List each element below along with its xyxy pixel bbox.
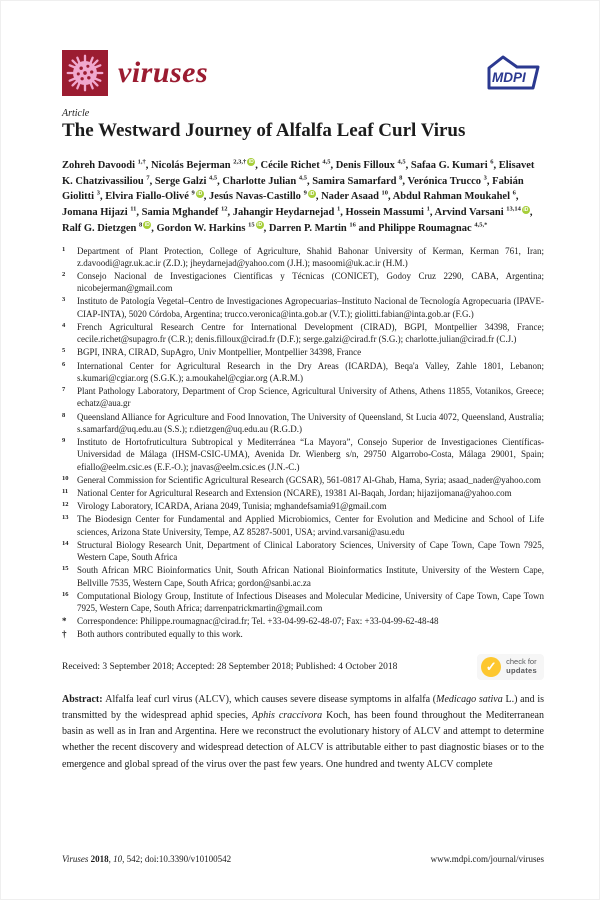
author-separator: , bbox=[203, 191, 210, 203]
author-affiliation-sup: 2,3,† bbox=[233, 158, 247, 166]
author-separator: , bbox=[429, 207, 435, 219]
author-affiliation-sup: 4,5 bbox=[397, 158, 406, 166]
footer-journal-url[interactable]: www.mdpi.com/journal/viruses bbox=[430, 854, 544, 864]
affiliation-number: 5 bbox=[62, 347, 66, 355]
author-name: Cécile Richet bbox=[260, 159, 323, 171]
affiliation-number: 13 bbox=[62, 514, 69, 522]
orcid-icon[interactable]: iD bbox=[309, 190, 315, 197]
affiliation-item bbox=[62, 270, 544, 294]
text-segment: , bbox=[108, 854, 114, 864]
affiliation-item bbox=[62, 411, 544, 435]
author-name: Denis Filloux bbox=[335, 159, 398, 171]
badge-line1: check for bbox=[506, 657, 537, 667]
author-separator: , bbox=[315, 191, 322, 203]
author-name: Philippe Roumagnac bbox=[378, 222, 475, 234]
affiliation-item bbox=[62, 500, 544, 512]
page-title: The Westward Journey of Alfalfa Leaf Curl Virus bbox=[62, 120, 466, 141]
author-name: Jomana Hijazi bbox=[62, 207, 131, 219]
author-separator: , bbox=[388, 191, 393, 203]
author-affiliation-sup: 3 bbox=[96, 189, 100, 197]
journal-name: viruses bbox=[118, 56, 209, 89]
author-separator: , bbox=[151, 222, 157, 234]
text-segment: Viruses bbox=[62, 854, 91, 864]
author-name: Samia Mghandef bbox=[141, 207, 221, 219]
affiliation-text: Plant Pathology Laboratory, Department of Crop Science, Agricultural University of Athens, Athens 11855, Votanikos, Greece; echatz@aua.gr bbox=[77, 386, 544, 409]
author-name: Jesús Navas-Castillo bbox=[209, 191, 304, 203]
author-affiliation-sup: 9 bbox=[191, 189, 195, 197]
author-affiliation-sup: 16 bbox=[349, 221, 356, 229]
affiliation-number: 9 bbox=[62, 437, 66, 445]
author-name: Nader Asaad bbox=[321, 191, 382, 203]
text-segment: 10 bbox=[113, 854, 123, 864]
affiliation-text: Consejo Nacional de Investigaciones Científicas y Técnicas (CONICET), Godoy Cruz 2290, CABA, Argentina; nicobejerman@gmail.com bbox=[77, 271, 544, 294]
author-affiliation-sup: 1,† bbox=[137, 158, 146, 166]
text-segment: Koch, has been found throughout the Mediterranean basin as well as in Iran and Argentina. Here we reconstruct the evolutionary history of ALCV and attempt to determine whether the recent discovery and widespread detection of ALCV is attributable either to past diagnostic biases or to the emergence and global spread of the virus over the past few years. One hundred and twenty ALCV complete bbox=[62, 710, 544, 770]
orcid-icon[interactable]: iD bbox=[144, 222, 150, 229]
author-name: Samira Samarfard bbox=[312, 175, 400, 187]
author-separator: , bbox=[255, 159, 261, 171]
abstract-paragraph bbox=[62, 692, 544, 773]
affiliation-item bbox=[62, 385, 544, 409]
affiliation-text: Virology Laboratory, ICARDA, Ariana 2049, Tunisia; mghandefsamia91@gmail.com bbox=[77, 501, 387, 512]
affiliation-text: French Agricultural Research Centre for International Development (CIRAD), BGPI, Montpellier 34398, France; cecile.richet@supagro.fr (C.R.); denis.filloux@cirad.fr (D.F.); serge.galzi@cirad.fr (S.G.); charlotte.julian@cirad.fr (C.J.) bbox=[77, 321, 544, 345]
badge-line2: updates bbox=[506, 665, 537, 675]
affiliation-item bbox=[62, 321, 544, 345]
author-name: Jahangir Heydarnejad bbox=[232, 207, 337, 219]
author-affiliation-sup: 7 bbox=[146, 174, 150, 182]
author-separator: , bbox=[493, 159, 499, 171]
author-separator: , bbox=[515, 191, 519, 203]
text-segment: Alfalfa leaf curl virus (ALCV), which causes severe disease symptoms in alfalfa ( bbox=[105, 693, 437, 705]
author-name: Hossein Massumi bbox=[345, 207, 427, 219]
affiliation-text: Instituto de Patología Vegetal–Centro de Investigaciones Agropecuarias–Instituto Nacional de Tecnología Agropecuaria (IPAVE-CIAP-INTA), 5020 Córdoba, Argentina; trucco.veronica@inta.gob.ar (V.T.); giolitti.fabian@inta.gob.ar (F.G.) bbox=[77, 296, 544, 319]
note-marker: * bbox=[62, 616, 67, 627]
author-affiliation-sup: 6 bbox=[490, 158, 494, 166]
author-name: Gordon W. Harkins bbox=[156, 222, 249, 234]
author-affiliation-sup: 8 bbox=[138, 221, 143, 229]
author-affiliation-sup: 11 bbox=[130, 205, 137, 213]
author-separator: , bbox=[340, 207, 346, 219]
author-separator: , bbox=[145, 159, 152, 171]
affiliation-item bbox=[62, 487, 544, 499]
author-separator: , bbox=[529, 207, 533, 219]
author-separator: , bbox=[227, 207, 233, 219]
note-marker: † bbox=[62, 628, 67, 639]
text-segment: Medicago sativa bbox=[436, 693, 503, 705]
article-type-label: Article bbox=[62, 108, 90, 119]
affiliation-text: South African MRC Bioinformatics Unit, South African National Bioinformatics Institute, University of the Western Cape, Bellville 7535, Western Cape, South Africa; gordon@sanbi.ac.za bbox=[77, 565, 544, 588]
affiliation-number: 15 bbox=[62, 565, 69, 573]
author-name: Safaa G. Kumari bbox=[410, 159, 491, 171]
affiliation-text: Queensland Alliance for Agriculture and Food Innovation, The University of Queensland, St Lucia 4072, Queensland, Australia; s.samarfard@uq.edu.au (S.S.); r.dietzgen@uq.edu.au (R.G.D.) bbox=[77, 411, 544, 434]
orcid-icon[interactable]: iD bbox=[197, 190, 203, 197]
author-affiliation-sup: 8 bbox=[399, 174, 403, 182]
affiliation-item bbox=[62, 346, 544, 358]
author-affiliation-sup: 9 bbox=[303, 189, 307, 197]
author-separator: , bbox=[263, 222, 269, 234]
author-note bbox=[62, 628, 544, 640]
affiliation-item bbox=[62, 245, 544, 269]
orcid-icon[interactable]: iD bbox=[248, 159, 254, 166]
affiliation-number: 3 bbox=[62, 296, 66, 304]
affiliation-list bbox=[62, 245, 544, 615]
author-affiliation-sup: 6 bbox=[512, 189, 516, 197]
page-header bbox=[62, 50, 544, 96]
author-affiliation-sup: 12 bbox=[221, 205, 228, 213]
author-affiliation-sup: 4,5 bbox=[298, 174, 307, 182]
affiliation-text: The Biodesign Center for Fundamental and Applied Microbiomics, Center for Evolution and Medicine and School of Life sciences, Arizona State University, Tempe, AZ 85287-5001, USA; arvind.varsani@asu.edu bbox=[77, 514, 544, 537]
author-name: Charlotte Julian bbox=[222, 175, 299, 187]
affiliation-text: General Commission for Scientific Agricultural Research (GCSAR), 561-0817 Al-Ghab, Hama, Syria; asaad_nader@yahoo.com bbox=[77, 474, 541, 485]
text-segment: L.) and is transmitted by the widespread aphid species, bbox=[62, 693, 545, 721]
affiliation-item bbox=[62, 436, 544, 473]
author-name: Verónica Trucco bbox=[407, 175, 484, 187]
svg-text:MDPI: MDPI bbox=[492, 70, 526, 85]
text-segment: 2018 bbox=[90, 854, 109, 864]
affiliation-text: International Center for Agricultural Research in the Dry Areas (ICARDA), Beqa'a Valley, Zahle 1801, Lebanon; s.kumari@cgiar.org (S.G.K.); a.moukahel@cgiar.org (A.R.M.) bbox=[77, 360, 544, 383]
affiliation-number: 11 bbox=[62, 488, 69, 495]
viruses-journal-logo-icon bbox=[62, 50, 108, 96]
author-separator: , bbox=[330, 159, 336, 171]
author-affiliation-sup: 4,5 bbox=[209, 174, 218, 182]
author-affiliation-sup: 1 bbox=[336, 205, 341, 213]
author-affiliation-sup: 10 bbox=[381, 189, 389, 197]
affiliation-item bbox=[62, 590, 544, 614]
author-separator: , bbox=[402, 175, 408, 187]
author-note bbox=[62, 615, 544, 627]
author-name: Darren P. Martin bbox=[268, 222, 350, 234]
affiliation-item bbox=[62, 295, 544, 319]
author-affiliation-sup: 4,5,* bbox=[474, 221, 488, 229]
footer-citation bbox=[62, 854, 231, 864]
affiliation-text: BGPI, INRA, CIRAD, SupAgro, Univ Montpellier, Montpellier 34398, France bbox=[77, 347, 362, 358]
author-name: Elisavet K. Chatzivassiliou bbox=[62, 159, 535, 187]
affiliation-item bbox=[62, 360, 544, 384]
author-separator: , bbox=[405, 159, 411, 171]
note-text: Correspondence: Philippe.roumagnac@cirad.fr; Tel. +33-04-99-62-48-07; Fax: +33-04-99-62-48-48 bbox=[77, 616, 439, 627]
author-separator: , bbox=[136, 207, 142, 219]
received-accepted-published: Received: 3 September 2018; Accepted: 28 September 2018; Published: 4 October 2018 bbox=[62, 661, 398, 672]
affiliation-number: 4 bbox=[62, 321, 66, 329]
affiliation-number: 8 bbox=[62, 411, 66, 419]
affiliation-item bbox=[62, 539, 544, 563]
dates-row bbox=[62, 654, 544, 680]
author-separator: , bbox=[486, 175, 493, 187]
note-text: Both authors contributed equally to this work. bbox=[77, 628, 243, 639]
author-separator: , bbox=[217, 175, 223, 187]
affiliation-number: 10 bbox=[62, 474, 69, 482]
author-affiliation-sup: 4,5 bbox=[322, 158, 331, 166]
affiliation-number: 2 bbox=[62, 271, 66, 279]
affiliation-text: Department of Plant Protection, College of Agriculture, Shahid Bahonar University of Kerman, Kerman 761, Iran; z.davoodi@agr.uk.ac.ir (Z.D.); jheydarnejad@yahoo.com (J.H.); masoomi@uk.ac.ir (H.M.) bbox=[77, 245, 544, 268]
page-footer bbox=[62, 854, 544, 864]
author-affiliation-sup: 3 bbox=[483, 174, 487, 182]
affiliation-number: 1 bbox=[62, 245, 66, 253]
check-for-updates-badge[interactable] bbox=[477, 654, 544, 680]
author-list bbox=[62, 158, 544, 237]
affiliation-text: Instituto de Hortofruticultura Subtropical y Mediterránea “La Mayora”, Consejo Superior de Investigaciones Científicas-Universidad de Málaga (IHSM-CSIC-UMA), Avenida Dr. Wienberg s/n, 29750 Algarrobo-Costa, Málaga 29001, Spain; efiallo@eelm.csic.es (E.F.-O.); jnavas@eelm.csic.es (J.N.-C.) bbox=[77, 437, 544, 472]
author-name: Zohreh Davoodi bbox=[62, 159, 138, 171]
affiliation-text: Structural Biology Research Unit, Department of Clinical Laboratory Sciences, University of Cape Town, Cape Town 7925, Western Cape, South Africa bbox=[77, 539, 544, 563]
text-segment: Aphis craccivora bbox=[252, 710, 323, 721]
affiliation-text: National Center for Agricultural Research and Extension (NCARE), 19381 Al-Baqah, Jordan; hijazijomana@yahoo.com bbox=[77, 488, 512, 498]
affiliation-number: 6 bbox=[62, 360, 66, 368]
orcid-icon[interactable]: iD bbox=[257, 222, 263, 229]
affiliation-item bbox=[62, 564, 544, 588]
author-name: Serge Galzi bbox=[154, 175, 210, 187]
affiliation-number: 14 bbox=[62, 539, 69, 547]
author-affiliation-sup: 13,14 bbox=[506, 205, 521, 213]
affiliation-item bbox=[62, 513, 544, 537]
author-affiliation-sup: 1 bbox=[426, 205, 430, 213]
author-affiliation-sup: 15 bbox=[248, 221, 255, 229]
affiliation-item bbox=[62, 474, 544, 486]
note-list bbox=[62, 615, 544, 639]
author-separator: , bbox=[306, 175, 313, 187]
affiliation-number: 12 bbox=[62, 501, 69, 509]
author-name: Arvind Varsani bbox=[434, 207, 507, 219]
journal-brand bbox=[62, 50, 208, 96]
text-segment: Abstract: bbox=[62, 693, 106, 705]
author-name: Fabián Giolitti bbox=[62, 175, 524, 203]
author-separator: and bbox=[355, 222, 379, 234]
check-icon: ✓ bbox=[481, 657, 501, 677]
author-separator: , bbox=[149, 175, 155, 187]
author-name: Abdul Rahman Moukahel bbox=[392, 191, 513, 203]
orcid-icon[interactable]: iD bbox=[523, 206, 529, 213]
check-for-updates-label bbox=[506, 658, 537, 675]
author-name: Ralf G. Dietzgen bbox=[62, 222, 139, 234]
affiliation-number: 7 bbox=[62, 386, 66, 394]
author-separator: , bbox=[99, 191, 106, 203]
text-segment: , 542; doi:10.3390/v10100542 bbox=[122, 854, 232, 864]
mdpi-logo bbox=[480, 52, 544, 94]
affiliation-number: 16 bbox=[62, 590, 69, 598]
affiliation-text: Computational Biology Group, Institute of Infectious Diseases and Molecular Medicine, University of Cape Town, Cape Town 7925, Western Cape, South Africa; darrenpatrickmartin@gmail.com bbox=[77, 590, 544, 614]
author-name: Nicolás Bejerman bbox=[151, 159, 234, 171]
author-name: Elvira Fiallo-Olivé bbox=[105, 191, 192, 203]
